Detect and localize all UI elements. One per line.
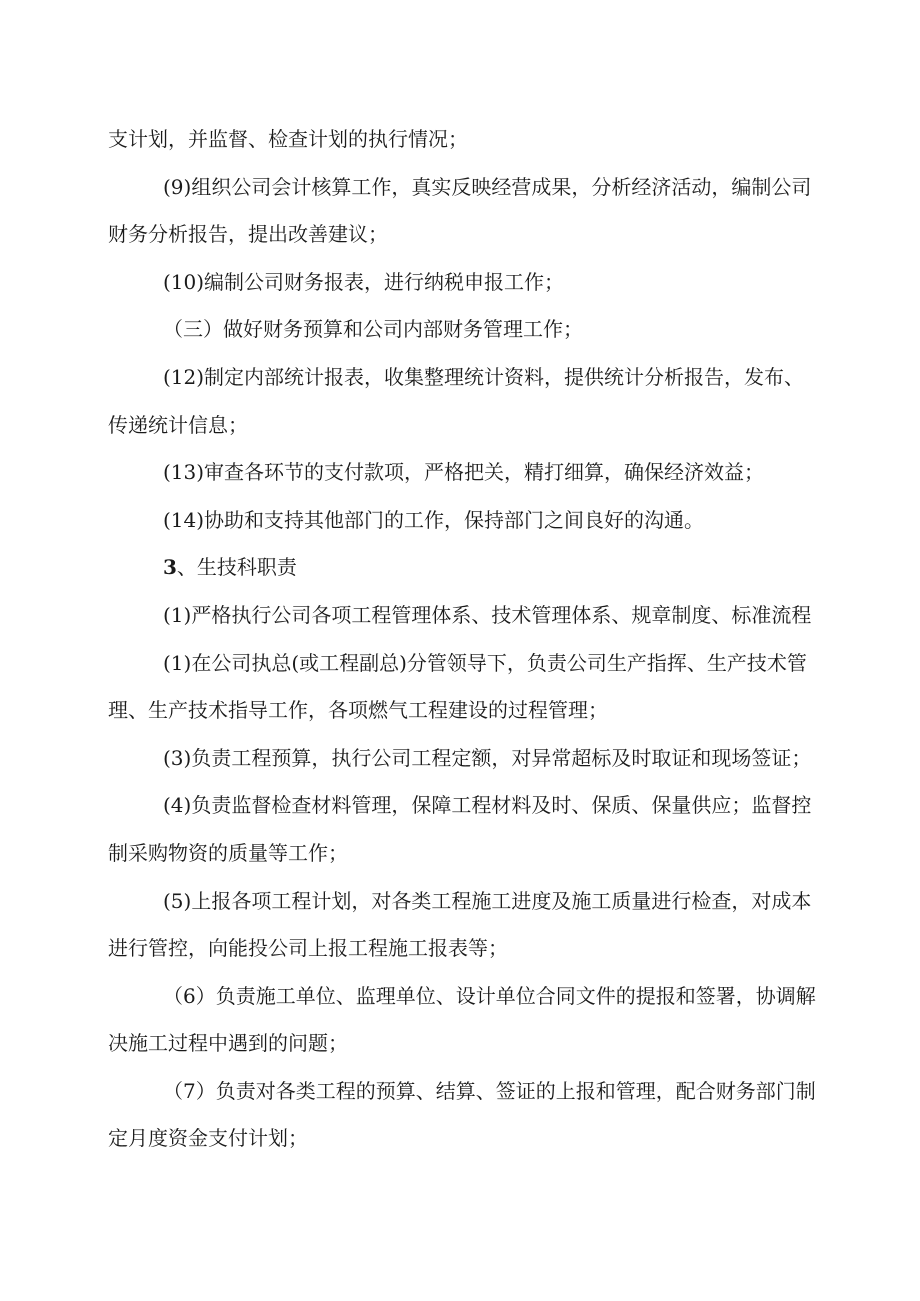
paragraph-line: (3)负责工程预算，执行公司工程定额，对异常超标及时取证和现场签证； <box>163 745 812 770</box>
paragraph-line: (1)在公司执总(或工程副总)分管领导下，负责公司生产指挥、生产技术管 <box>163 650 807 675</box>
paragraph-line: (5)上报各项工程计划，对各类工程施工进度及施工质量进行检查，对成本 <box>163 888 812 913</box>
paragraph-line: (10)编制公司财务报表，进行纳税申报工作； <box>163 269 565 294</box>
paragraph-line: 财务分析报告，提出改善建议； <box>108 222 388 247</box>
section-heading <box>108 544 828 592</box>
paragraph-line: 进行管控，向能投公司上报工程施工报表等； <box>108 936 508 961</box>
paragraph-line: (14)协助和支持其他部门的工作，保持部门之间良好的沟通。 <box>163 507 705 532</box>
paragraph-line: (12)制定内部统计报表，收集整理统计资料，提供统计分析报告，发布、 <box>163 364 805 389</box>
paragraph-line: 理、生产技术指导工作，各项燃气工程建设的过程管理； <box>108 698 608 723</box>
section-heading-number: 3 <box>163 555 177 580</box>
paragraph-line: (9)组织公司会计核算工作，真实反映经营成果，分析经济活动，编制公司 <box>163 174 812 199</box>
paragraph-line: (1)严格执行公司各项工程管理体系、技术管理体系、规章制度、标准流程 <box>163 602 812 627</box>
paragraph-line: 支计划，并监督、检查计划的执行情况； <box>108 127 468 151</box>
paragraph-line: 制采购物资的质量等工作； <box>108 840 348 865</box>
paragraph-line: (4)负责监督检查材料管理，保障工程材料及时、保质、保量供应；监督控 <box>163 793 812 818</box>
section-heading-title: 、生技科职责 <box>176 555 297 580</box>
paragraph-line: （7）负责对各类工程的预算、结算、签证的上报和管理，配合财务部门制 <box>163 1078 816 1103</box>
paragraph-line: （6）负责施工单位、监理单位、设计单位合同文件的提报和签署，协调解 <box>163 983 816 1008</box>
paragraph-line: (13)审查各环节的支付款项，严格把关，精打细算，确保经济效益； <box>163 460 765 485</box>
document-body <box>108 116 828 1163</box>
paragraph-line: 传递统计信息； <box>108 412 248 437</box>
paragraph-line: 决施工过程中遇到的问题； <box>108 1031 348 1056</box>
paragraph-line: 定月度资金支付计划； <box>108 1126 308 1151</box>
paragraph-line: （三）做好财务预算和公司内部财务管理工作； <box>163 317 583 342</box>
